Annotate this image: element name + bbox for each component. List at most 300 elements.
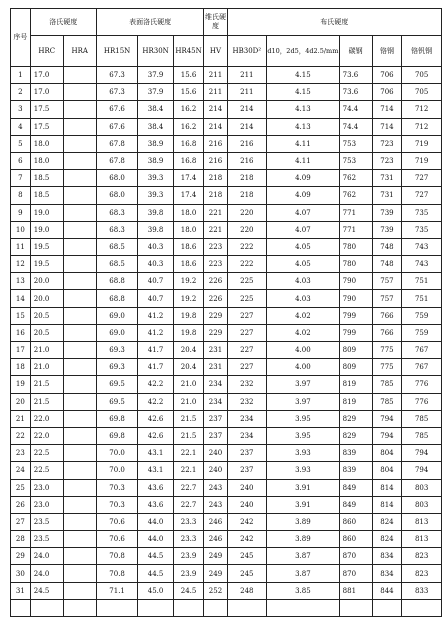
cell-hr15n: 70.8 [96, 548, 138, 565]
cell-carbon-steel: 799 [339, 324, 372, 341]
cell-chrome-steel: 775 [372, 359, 402, 376]
cell-hr30n: 41.2 [138, 324, 173, 341]
cell-hb30d2: 237 [227, 445, 267, 462]
cell-chrome-vanadium-steel: 785 [402, 427, 442, 444]
cell-brinell-diameter: 3.85 [267, 582, 340, 599]
table-row [11, 170, 442, 187]
cell-hr15n: 69.8 [96, 410, 138, 427]
cell-hb30d2: 242 [227, 513, 267, 530]
cell-hra [63, 548, 96, 565]
cell-hr45n: 17.4 [173, 187, 204, 204]
table-row [11, 67, 442, 84]
cell-index: 11 [11, 238, 31, 255]
cell-carbon-steel: 780 [339, 256, 372, 273]
table-row [11, 376, 442, 393]
cell-hrc: 20.0 [30, 273, 63, 290]
cell-hr30n: 40.3 [138, 238, 173, 255]
cell-hra [63, 410, 96, 427]
cell-hb30d2: 237 [227, 462, 267, 479]
col-hv: HV [204, 36, 227, 67]
cell-index: 23 [11, 445, 31, 462]
cell-hrc: 21.0 [30, 359, 63, 376]
table-row [11, 256, 442, 273]
cell-hv: 229 [204, 324, 227, 341]
cell-chrome-vanadium-steel: 735 [402, 221, 442, 238]
cell-hr30n: 44.0 [138, 531, 173, 548]
cell-hb30d2: 227 [227, 324, 267, 341]
cell-hrc: 24.0 [30, 548, 63, 565]
cell-index: 2 [11, 84, 31, 101]
cell-chrome-steel: 757 [372, 290, 402, 307]
cell-hrc: 22.0 [30, 410, 63, 427]
cell-carbon-steel: 860 [339, 513, 372, 530]
cell-hra [63, 170, 96, 187]
cell-hb30d2: 227 [227, 307, 267, 324]
cell-hr15n: 69.5 [96, 393, 138, 410]
cell-hb30d2: 225 [227, 290, 267, 307]
cell-chrome-vanadium-steel: 727 [402, 170, 442, 187]
cell-hr15n: 68.0 [96, 187, 138, 204]
cell-carbon-steel: 771 [339, 204, 372, 221]
table-row [11, 135, 442, 152]
cell-hv: 231 [204, 342, 227, 359]
cell-chrome-vanadium-steel: 813 [402, 513, 442, 530]
cell-brinell-diameter: 4.00 [267, 342, 340, 359]
cell-hra [63, 582, 96, 599]
cell-brinell-diameter: 3.87 [267, 565, 340, 582]
cell-hv: 226 [204, 273, 227, 290]
cell-chrome-vanadium-steel: 712 [402, 101, 442, 118]
cell-hr15n: 71.1 [96, 582, 138, 599]
cell-carbon-steel: 74.4 [339, 101, 372, 118]
table-row [11, 410, 442, 427]
cell-hrc: 19.5 [30, 238, 63, 255]
cell-carbon-steel: 839 [339, 462, 372, 479]
cell-brinell-diameter: 4.13 [267, 101, 340, 118]
cell-hr30n: 42.2 [138, 376, 173, 393]
cell-hv: 237 [204, 427, 227, 444]
cell-hr45n: 19.2 [173, 290, 204, 307]
cell-carbon-steel: 809 [339, 359, 372, 376]
cell-hr30n: 39.3 [138, 170, 173, 187]
cell-chrome-vanadium-steel: 794 [402, 445, 442, 462]
cell-hv: 216 [204, 135, 227, 152]
table-row [11, 462, 442, 479]
cell-hb30d2: 211 [227, 84, 267, 101]
cell-hr30n: 38.4 [138, 118, 173, 135]
cell-brinell-diameter: 3.93 [267, 462, 340, 479]
cell-hrc: 17.0 [30, 67, 63, 84]
cell-brinell-diameter: 3.91 [267, 479, 340, 496]
cell-hra [63, 290, 96, 307]
cell-hrc: 19.0 [30, 221, 63, 238]
cell-chrome-steel: 723 [372, 152, 402, 169]
index-header: 序号 [11, 9, 31, 67]
cell-carbon-steel: 753 [339, 152, 372, 169]
cell-hr45n: 21.5 [173, 427, 204, 444]
cell-hv: 252 [204, 582, 227, 599]
table-trailing-row [11, 599, 442, 616]
cell-hr45n: 21.5 [173, 410, 204, 427]
cell-hrc: 23.0 [30, 479, 63, 496]
rockwell-header: 洛氏硬度 [30, 9, 96, 36]
cell-hrc: 24.0 [30, 565, 63, 582]
cell-brinell-diameter: 4.15 [267, 84, 340, 101]
cell-carbon-steel: 849 [339, 479, 372, 496]
cell-hr45n: 23.9 [173, 548, 204, 565]
cell-hrc: 22.0 [30, 427, 63, 444]
cell-hr15n: 70.6 [96, 531, 138, 548]
cell-chrome-steel: 794 [372, 410, 402, 427]
cell-hb30d2: 232 [227, 376, 267, 393]
cell-brinell-diameter: 3.87 [267, 548, 340, 565]
cell-hv: 223 [204, 256, 227, 273]
cell-hr45n: 18.0 [173, 204, 204, 221]
vickers-header: 维氏硬度 [204, 9, 227, 36]
cell-hrc: 19.5 [30, 256, 63, 273]
cell-chrome-vanadium-steel: 813 [402, 531, 442, 548]
cell-hr45n: 15.6 [173, 84, 204, 101]
cell-hv: 216 [204, 152, 227, 169]
cell-hb30d2: 245 [227, 565, 267, 582]
cell-hv: 223 [204, 238, 227, 255]
cell-chrome-vanadium-steel: 719 [402, 135, 442, 152]
cell-hr15n: 70.0 [96, 445, 138, 462]
cell-chrome-vanadium-steel: 705 [402, 84, 442, 101]
cell-hv: 221 [204, 204, 227, 221]
cell-index: 13 [11, 273, 31, 290]
cell-chrome-steel: 785 [372, 376, 402, 393]
table-body [11, 67, 442, 600]
cell-hr30n: 40.7 [138, 290, 173, 307]
cell-hra [63, 462, 96, 479]
cell-hr45n: 16.2 [173, 118, 204, 135]
cell-hrc: 17.5 [30, 101, 63, 118]
cell-hr30n: 40.7 [138, 273, 173, 290]
cell-hrc: 19.0 [30, 204, 63, 221]
cell-hr15n: 69.3 [96, 342, 138, 359]
cell-index: 19 [11, 376, 31, 393]
cell-hr30n: 39.8 [138, 204, 173, 221]
cell-hra [63, 445, 96, 462]
cell-brinell-diameter: 3.91 [267, 496, 340, 513]
cell-brinell-diameter: 3.95 [267, 427, 340, 444]
cell-hr15n: 68.5 [96, 238, 138, 255]
cell-hr45n: 20.4 [173, 342, 204, 359]
cell-carbon-steel: 829 [339, 410, 372, 427]
table-row [11, 445, 442, 462]
cell-brinell-diameter: 4.07 [267, 204, 340, 221]
cell-hr45n: 22.7 [173, 496, 204, 513]
cell-carbon-steel: 762 [339, 170, 372, 187]
cell-hr15n: 67.6 [96, 118, 138, 135]
cell-hr30n: 44.0 [138, 513, 173, 530]
col-carbon-steel: 碳钢 [339, 36, 372, 67]
cell-hra [63, 118, 96, 135]
cell-hrc: 22.5 [30, 462, 63, 479]
cell-index: 10 [11, 221, 31, 238]
cell-hra [63, 307, 96, 324]
cell-hra [63, 376, 96, 393]
cell-hr15n: 69.0 [96, 324, 138, 341]
cell-hr30n: 41.2 [138, 307, 173, 324]
cell-index: 20 [11, 393, 31, 410]
cell-chrome-vanadium-steel: 705 [402, 67, 442, 84]
table-row [11, 238, 442, 255]
cell-hb30d2: 245 [227, 548, 267, 565]
cell-hra [63, 84, 96, 101]
cell-carbon-steel: 870 [339, 565, 372, 582]
cell-hrc: 18.0 [30, 135, 63, 152]
cell-hr45n: 21.0 [173, 393, 204, 410]
cell-hr45n: 22.1 [173, 462, 204, 479]
cell-brinell-diameter: 4.09 [267, 170, 340, 187]
cell-carbon-steel: 881 [339, 582, 372, 599]
cell-brinell-diameter: 4.15 [267, 67, 340, 84]
cell-hb30d2: 218 [227, 187, 267, 204]
cell-hv: 240 [204, 445, 227, 462]
cell-carbon-steel: 799 [339, 307, 372, 324]
cell-carbon-steel: 849 [339, 496, 372, 513]
cell-hrc: 17.0 [30, 84, 63, 101]
cell-hrc: 21.0 [30, 342, 63, 359]
cell-hrc: 23.5 [30, 531, 63, 548]
cell-chrome-steel: 844 [372, 582, 402, 599]
cell-hr15n: 67.3 [96, 84, 138, 101]
cell-brinell-diameter: 4.03 [267, 273, 340, 290]
cell-chrome-steel: 748 [372, 238, 402, 255]
cell-hrc: 21.5 [30, 376, 63, 393]
cell-brinell-diameter: 3.93 [267, 445, 340, 462]
cell-hb30d2: 225 [227, 273, 267, 290]
cell-hr15n: 70.3 [96, 496, 138, 513]
cell-hr45n: 16.8 [173, 152, 204, 169]
cell-hra [63, 135, 96, 152]
cell-hv: 249 [204, 565, 227, 582]
cell-hra [63, 479, 96, 496]
cell-brinell-diameter: 4.05 [267, 256, 340, 273]
cell-hr45n: 23.3 [173, 531, 204, 548]
cell-chrome-vanadium-steel: 794 [402, 462, 442, 479]
cell-hrc: 17.5 [30, 118, 63, 135]
cell-hb30d2: 240 [227, 496, 267, 513]
col-hr15n: HR15N [96, 36, 138, 67]
cell-carbon-steel: 790 [339, 290, 372, 307]
cell-chrome-steel: 706 [372, 67, 402, 84]
cell-hv: 246 [204, 531, 227, 548]
cell-hr45n: 23.9 [173, 565, 204, 582]
cell-chrome-steel: 739 [372, 221, 402, 238]
cell-hb30d2: 211 [227, 67, 267, 84]
cell-hrc: 23.0 [30, 496, 63, 513]
cell-index: 3 [11, 101, 31, 118]
cell-carbon-steel: 860 [339, 531, 372, 548]
cell-hr15n: 69.3 [96, 359, 138, 376]
cell-hrc: 18.5 [30, 187, 63, 204]
cell-chrome-steel: 731 [372, 187, 402, 204]
cell-brinell-diameter: 4.00 [267, 359, 340, 376]
table-row [11, 324, 442, 341]
cell-hv: 246 [204, 513, 227, 530]
cell-carbon-steel: 762 [339, 187, 372, 204]
cell-hv: 231 [204, 359, 227, 376]
col-hr45n: HR45N [173, 36, 204, 67]
cell-hv: 234 [204, 393, 227, 410]
cell-carbon-steel: 809 [339, 342, 372, 359]
cell-carbon-steel: 819 [339, 376, 372, 393]
cell-chrome-vanadium-steel: 743 [402, 256, 442, 273]
col-hra: HRA [63, 36, 96, 67]
table-row [11, 427, 442, 444]
cell-chrome-steel: 824 [372, 513, 402, 530]
cell-brinell-diameter: 4.09 [267, 187, 340, 204]
cell-hr15n: 68.8 [96, 273, 138, 290]
cell-chrome-vanadium-steel: 727 [402, 187, 442, 204]
cell-hra [63, 204, 96, 221]
cell-carbon-steel: 73.6 [339, 67, 372, 84]
cell-hra [63, 359, 96, 376]
cell-hr15n: 67.3 [96, 67, 138, 84]
cell-hr30n: 44.5 [138, 548, 173, 565]
cell-chrome-steel: 739 [372, 204, 402, 221]
cell-hr15n: 70.6 [96, 513, 138, 530]
cell-hr30n: 43.6 [138, 496, 173, 513]
cell-hv: 243 [204, 496, 227, 513]
cell-chrome-steel: 766 [372, 307, 402, 324]
table-row [11, 307, 442, 324]
cell-hv: 234 [204, 376, 227, 393]
cell-hb30d2: 234 [227, 410, 267, 427]
cell-chrome-vanadium-steel: 743 [402, 238, 442, 255]
cell-brinell-diameter: 3.97 [267, 393, 340, 410]
cell-brinell-diameter: 4.07 [267, 221, 340, 238]
cell-hrc: 24.5 [30, 582, 63, 599]
cell-chrome-vanadium-steel: 776 [402, 376, 442, 393]
cell-index: 12 [11, 256, 31, 273]
cell-hra [63, 324, 96, 341]
cell-hb30d2: 227 [227, 359, 267, 376]
col-brinell-diameter: d10，2d5，4d2.5/mm [267, 36, 340, 67]
cell-hr30n: 37.9 [138, 84, 173, 101]
cell-hr15n: 70.8 [96, 565, 138, 582]
cell-hv: 240 [204, 462, 227, 479]
table-row [11, 582, 442, 599]
cell-index: 5 [11, 135, 31, 152]
cell-hb30d2: 227 [227, 342, 267, 359]
cell-brinell-diameter: 4.13 [267, 118, 340, 135]
cell-hb30d2: 220 [227, 204, 267, 221]
table-row [11, 118, 442, 135]
cell-hv: 214 [204, 101, 227, 118]
cell-hr15n: 67.6 [96, 101, 138, 118]
cell-hra [63, 187, 96, 204]
table-row [11, 513, 442, 530]
cell-hra [63, 256, 96, 273]
table-row [11, 221, 442, 238]
cell-chrome-vanadium-steel: 803 [402, 479, 442, 496]
cell-hb30d2: 214 [227, 101, 267, 118]
cell-hrc: 18.0 [30, 152, 63, 169]
cell-index: 22 [11, 427, 31, 444]
cell-index: 30 [11, 565, 31, 582]
cell-brinell-diameter: 4.11 [267, 152, 340, 169]
cell-hb30d2: 220 [227, 221, 267, 238]
cell-chrome-vanadium-steel: 759 [402, 307, 442, 324]
cell-index: 6 [11, 152, 31, 169]
cell-hr45n: 18.6 [173, 238, 204, 255]
cell-hv: 218 [204, 170, 227, 187]
cell-index: 17 [11, 342, 31, 359]
table-row [11, 84, 442, 101]
cell-chrome-vanadium-steel: 833 [402, 582, 442, 599]
cell-chrome-steel: 814 [372, 479, 402, 496]
cell-hrc: 20.0 [30, 290, 63, 307]
cell-hr45n: 21.0 [173, 376, 204, 393]
cell-hb30d2: 242 [227, 531, 267, 548]
cell-chrome-vanadium-steel: 803 [402, 496, 442, 513]
cell-hr30n: 37.9 [138, 67, 173, 84]
table-row [11, 204, 442, 221]
cell-chrome-steel: 748 [372, 256, 402, 273]
cell-hb30d2: 240 [227, 479, 267, 496]
cell-hr30n: 38.9 [138, 152, 173, 169]
cell-hra [63, 342, 96, 359]
cell-chrome-steel: 794 [372, 427, 402, 444]
cell-hv: 218 [204, 187, 227, 204]
cell-hr45n: 19.8 [173, 324, 204, 341]
cell-hra [63, 427, 96, 444]
cell-index: 29 [11, 548, 31, 565]
cell-index: 27 [11, 513, 31, 530]
cell-hr15n: 68.3 [96, 221, 138, 238]
cell-chrome-vanadium-steel: 823 [402, 565, 442, 582]
cell-carbon-steel: 753 [339, 135, 372, 152]
cell-hrc: 21.5 [30, 393, 63, 410]
cell-index: 9 [11, 204, 31, 221]
cell-carbon-steel: 780 [339, 238, 372, 255]
cell-hr45n: 19.2 [173, 273, 204, 290]
cell-hr15n: 69.0 [96, 307, 138, 324]
cell-chrome-steel: 757 [372, 273, 402, 290]
cell-hr30n: 42.6 [138, 410, 173, 427]
cell-chrome-steel: 714 [372, 118, 402, 135]
cell-chrome-steel: 723 [372, 135, 402, 152]
cell-hra [63, 238, 96, 255]
cell-chrome-steel: 804 [372, 462, 402, 479]
cell-carbon-steel: 771 [339, 221, 372, 238]
cell-hra [63, 393, 96, 410]
table-row [11, 496, 442, 513]
cell-chrome-vanadium-steel: 759 [402, 324, 442, 341]
cell-hr45n: 16.2 [173, 101, 204, 118]
cell-hr30n: 39.3 [138, 187, 173, 204]
cell-hr45n: 18.6 [173, 256, 204, 273]
cell-brinell-diameter: 3.97 [267, 376, 340, 393]
cell-hr30n: 39.8 [138, 221, 173, 238]
cell-hr15n: 67.8 [96, 152, 138, 169]
cell-hb30d2: 216 [227, 152, 267, 169]
cell-hv: 243 [204, 479, 227, 496]
cell-hr15n: 68.0 [96, 170, 138, 187]
table-row [11, 101, 442, 118]
cell-index: 1 [11, 67, 31, 84]
cell-chrome-vanadium-steel: 735 [402, 204, 442, 221]
col-hb30d2: HB30D² [227, 36, 267, 67]
cell-chrome-steel: 804 [372, 445, 402, 462]
cell-hr45n: 24.5 [173, 582, 204, 599]
cell-index: 24 [11, 462, 31, 479]
header-row-groups [11, 9, 442, 36]
